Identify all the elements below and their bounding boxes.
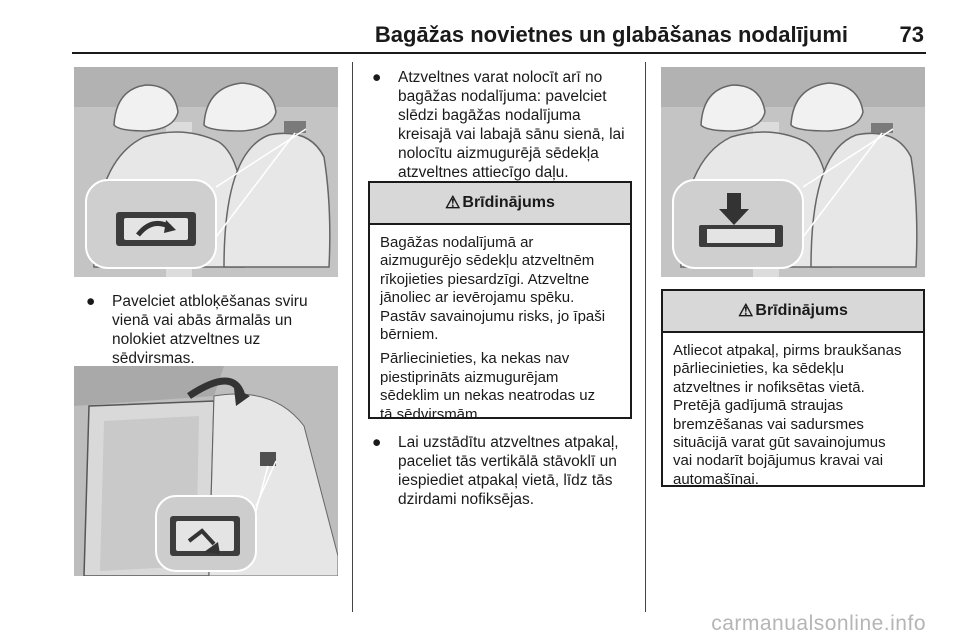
middle-bullet-item-2 [372,433,640,513]
header-rule [72,52,926,54]
warning-line: sēdeklim un nekas neatrodas uz [380,387,596,405]
warning-line: situācijā varat gūt savainojumus [673,434,886,452]
warning-line: piestiprināts aizmugurējam [380,368,559,386]
bullet-text-line: atzveltnes attiecīgo daļu. [398,164,569,181]
warning-line: tā sēdvirsmām. [380,405,482,423]
warning-line: Atliecot atpakaļ, pirms braukšanas [673,342,902,359]
bullet-text-line: dzirdami nofiksējas. [398,491,535,508]
warning-paragraph [380,350,620,424]
bullet-marker: ● [86,293,96,310]
chapter-title: Bagāžas novietnes un glabāšanas nodalījumi [374,22,848,47]
warning-body [663,333,923,489]
warning-box-seatback-locked [661,289,925,487]
warning-line: atzveltnes ir nofiksētas vietā. [673,378,865,396]
bullet-text-line: sēdvirsmas. [112,350,195,367]
bullet-text-line: slēdzi bagāžas nodalījuma [398,107,581,124]
warning-title: Brīdinājums [755,302,848,319]
bullet-text-line: bagāžas nodalījuma: pavelciet [398,88,607,105]
warning-header [370,183,630,225]
left-bullet-item [86,292,346,372]
warning-line: pārliecinieties, ka sēdekļu [673,360,844,378]
column-divider-left [352,62,353,612]
bullet-text-line: Atzveltnes varat nolocīt arī no [398,69,603,86]
warning-line: jānoliec ar ievērojamu spēku. [380,289,575,307]
figure-seat-release-lever [74,67,338,277]
warning-line: Pretējā gadījumā straujas [673,397,844,415]
warning-line: Pārliecinieties, ka nekas nav [380,350,570,368]
warning-triangle-icon: ⚠ [738,301,754,320]
warning-paragraph [673,342,913,489]
figure-load-compartment-switch [74,366,338,576]
page-number: 73 [899,22,924,47]
warning-line: rīkojieties piesardzīgi. Atzveltne [380,270,590,288]
bullet-text-line: nolokiet atzveltnes uz [112,331,261,348]
warning-line: Pastāv savainojumu risks, jo īpaši [380,307,606,325]
warning-title: Brīdinājums [462,194,555,211]
warning-line: automašīnai. [673,470,759,488]
watermark-text: carmanualsonline.info [711,612,926,635]
warning-body [370,225,630,424]
warning-paragraph [380,234,620,344]
warning-line: bērniem. [380,326,439,344]
column-divider-right [645,62,646,612]
warning-line: bremzēšanas vai sadursmes [673,415,864,433]
bullet-marker: ● [372,434,382,451]
bullet-text-line: iespiediet atpakaļ vietā, līdz tās [398,472,613,489]
warning-triangle-icon: ⚠ [445,193,461,212]
warning-line: vai nodarīt bojājumus kravai vai [673,452,884,470]
warning-line: aizmugurējo sēdekļu atzveltnēm [380,252,595,270]
warning-header [663,291,923,333]
bullet-text-line: paceliet tās vertikālā stāvoklī un [398,453,617,470]
bullet-marker: ● [372,69,382,86]
bullet-text-line: kreisajā vai labajā sānu sienā, lai [398,126,625,143]
warning-line: Bagāžas nodalījumā ar [380,234,534,251]
bullet-text-line: nolocītu aizmugurējā sēdekļa [398,145,599,162]
figure-seatback-lock [661,67,925,277]
middle-bullet-item-1 [372,68,640,184]
warning-box-seatback-force [368,181,632,423]
bullet-text-line: Lai uzstādītu atzveltnes atpakaļ, [398,434,619,451]
bullet-text-line: Pavelciet atbloķēšanas sviru [112,293,308,310]
bullet-text-line: vienā vai abās ārmalās un [112,312,293,329]
